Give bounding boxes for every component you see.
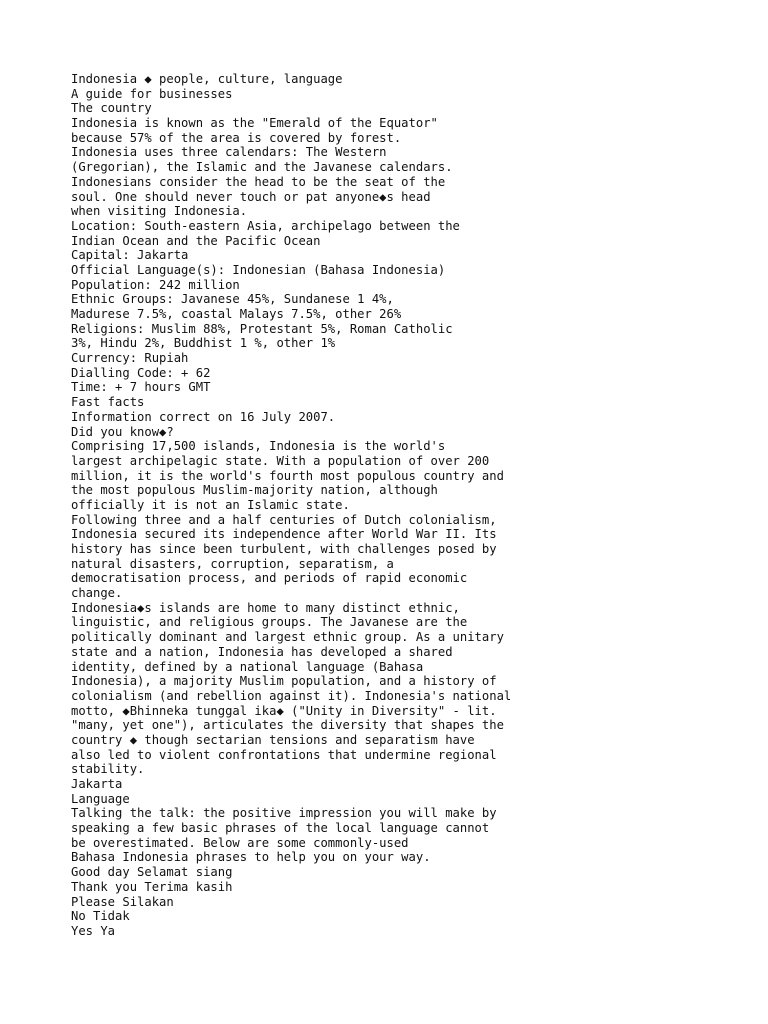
fact-population: Population: 242 million bbox=[71, 277, 240, 292]
text-line: also led to violent confrontations that undermine regional bbox=[71, 747, 497, 762]
text-line: Talking the talk: the positive impression you will make by bbox=[71, 806, 497, 821]
fact-ethnic-groups: Ethnic Groups: Javanese 45%, Sundanese 1 4%, bbox=[71, 292, 394, 307]
text-line: Indian Ocean and the Pacific Ocean bbox=[71, 233, 321, 248]
fact-location: Location: South-eastern Asia, archipelago between the bbox=[71, 218, 460, 233]
fact-time: Time: + 7 hours GMT bbox=[71, 380, 211, 395]
document-page bbox=[71, 72, 751, 939]
text-line: democratisation process, and periods of rapid economic bbox=[71, 571, 468, 586]
phrase-please: Please Silakan bbox=[71, 894, 174, 909]
text-line: officially it is not an Islamic state. bbox=[71, 497, 350, 512]
text-line: Indonesia is known as the "Emerald of the Equator" bbox=[71, 116, 438, 131]
text-line: when visiting Indonesia. bbox=[71, 204, 248, 219]
fact-capital: Capital: Jakarta bbox=[71, 248, 189, 263]
section-heading-the-country: The country bbox=[71, 101, 152, 116]
section-heading-jakarta: Jakarta bbox=[71, 777, 123, 791]
text-line: state and a nation, Indonesia has developed a shared bbox=[71, 644, 453, 659]
text-line: 3%, Hindu 2%, Buddhist 1 %, other 1% bbox=[71, 336, 336, 351]
text-line: Indonesia secured its independence after World War II. Its bbox=[71, 527, 497, 542]
section-heading-fast-facts: Fast facts bbox=[71, 395, 145, 410]
fact-religions: Religions: Muslim 88%, Protestant 5%, Roman Catholic bbox=[71, 321, 453, 336]
text-line: Indonesians consider the head to be the seat of the bbox=[71, 174, 446, 189]
phrase-good-day: Good day Selamat siang bbox=[71, 865, 233, 880]
info-date-note: Information correct on 16 July 2007. bbox=[71, 409, 336, 424]
text-line: be overestimated. Below are some commonly-used bbox=[71, 835, 409, 850]
text-line: change. bbox=[71, 586, 123, 601]
text-line: history has since been turbulent, with challenges posed by bbox=[71, 542, 497, 556]
text-line: country ◆ though sectarian tensions and separatism have bbox=[71, 732, 475, 747]
document-title: Indonesia ◆ people, culture, language bbox=[71, 72, 343, 86]
section-heading-did-you-know: Did you know◆? bbox=[71, 424, 174, 439]
text-line: stability. bbox=[71, 762, 145, 777]
document-subtitle: A guide for businesses bbox=[71, 86, 233, 101]
fact-currency: Currency: Rupiah bbox=[71, 351, 189, 366]
text-line: largest archipelagic state. With a population of over 200 bbox=[71, 453, 490, 468]
phrase-yes: Yes Ya bbox=[71, 923, 116, 938]
fact-official-language: Official Language(s): Indonesian (Bahasa Indonesia) bbox=[71, 262, 446, 277]
text-line: (Gregorian), the Islamic and the Javanese calendars. bbox=[71, 160, 453, 175]
text-line: politically dominant and largest ethnic group. As a unitary bbox=[71, 630, 504, 645]
phrase-no: No Tidak bbox=[71, 909, 130, 924]
phrase-thank-you: Thank you Terima kasih bbox=[71, 879, 233, 894]
text-line: because 57% of the area is covered by forest. bbox=[71, 130, 402, 145]
text-line: Indonesia uses three calendars: The Western bbox=[71, 145, 387, 160]
text-line: the most populous Muslim-majority nation, although bbox=[71, 483, 438, 498]
text-line: Comprising 17,500 islands, Indonesia is the world's bbox=[71, 439, 446, 454]
text-line: colonialism (and rebellion against it). Indonesia's national bbox=[71, 688, 512, 703]
section-heading-language: Language bbox=[71, 791, 130, 806]
text-line: Bahasa Indonesia phrases to help you on your way. bbox=[71, 850, 431, 865]
text-line: Following three and a half centuries of Dutch colonialism, bbox=[71, 512, 497, 527]
text-line: linguistic, and religious groups. The Javanese are the bbox=[71, 615, 468, 630]
text-line: Indonesia◆s islands are home to many distinct ethnic, bbox=[71, 600, 460, 615]
text-line: speaking a few basic phrases of the local language cannot bbox=[71, 821, 490, 836]
text-line: "many, yet one"), articulates the diversity that shapes the bbox=[71, 718, 504, 733]
fact-dialling-code: Dialling Code: + 62 bbox=[71, 365, 211, 380]
text-line: soul. One should never touch or pat anyone◆s head bbox=[71, 189, 431, 204]
text-line: million, it is the world's fourth most populous country and bbox=[71, 468, 504, 483]
text-line: identity, defined by a national language (Bahasa bbox=[71, 659, 424, 674]
text-line: natural disasters, corruption, separatism, a bbox=[71, 556, 394, 571]
text-line: motto, ◆Bhinneka tunggal ika◆ ("Unity in Diversity" - lit. bbox=[71, 703, 497, 718]
text-line: Indonesia), a majority Muslim population, and a history of bbox=[71, 674, 497, 689]
text-line: Madurese 7.5%, coastal Malays 7.5%, other 26% bbox=[71, 307, 402, 321]
